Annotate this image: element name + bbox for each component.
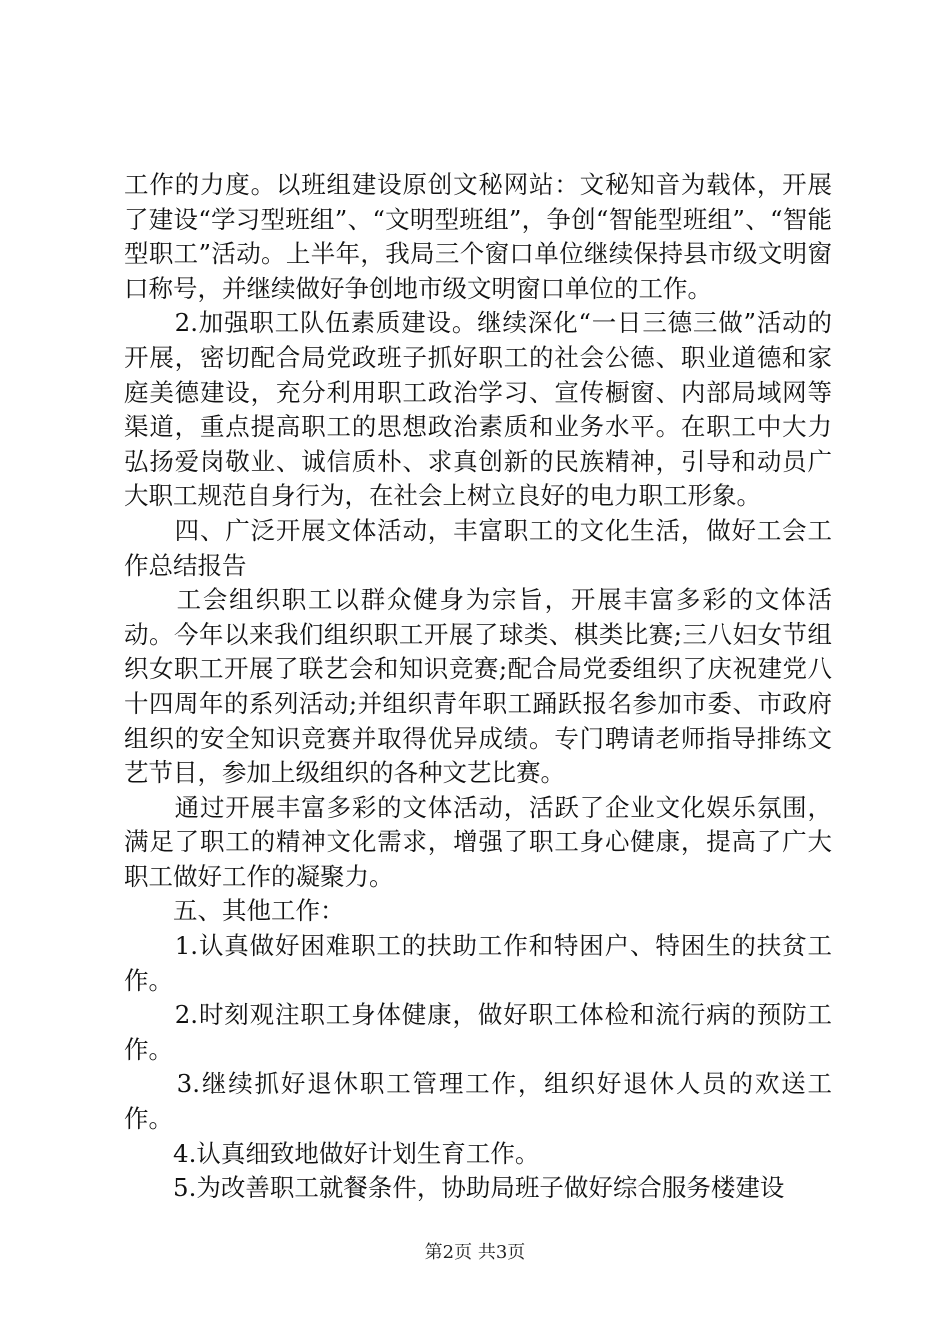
paragraph-sports-activities: 工会组织职工以群众健身为宗旨，开展丰富多彩的文体活动。今年以来我们组织职工开展了球类、棋类比赛;三八妇女节组织女职工开展了联艺会和知识竞赛;配合局党委组织了庆祝建党八十四周年的系列活动;并组织青年职工踊跃报名参加市委、市政府组织的安全知识竞赛并取得优异成绩。专门聘请老师指导排练文艺节目，参加上级组织的各种文艺比赛。 [124,585,832,788]
list-item-5: 5.为改善职工就餐条件，协助局班子做好综合服务楼建设 [124,1173,785,1203]
paragraph-activity-results: 通过开展丰富多彩的文体活动，活跃了企业文化娱乐氛围，满足了职工的精神文化需求，增强了职工身心健康，提高了广大职工做好工作的凝聚力。 [124,792,832,891]
paragraph-union-culture-building: 工作的力度。以班组建设原创文秘网站：文秘知音为载体，开展了建设“学习型班组”、“文明型班组”，争创“智能型班组”、“智能型职工”活动。上半年，我局三个窗口单位继续保持县市级文明窗口称号，并继续做好争创地市级文明窗口单位的工作。 [124,170,832,303]
heading-section-four: 四、广泛开展文体活动，丰富职工的文化生活，做好工会工作总结报告 [124,515,832,580]
document-body [124,168,832,1206]
list-item-2: 2.时刻观注职工身体健康，做好职工体检和流行病的预防工作。 [124,1000,832,1064]
page-number-footer: 第2页 共3页 [424,1242,526,1263]
list-item-4: 4.认真细致地做好计划生育工作。 [124,1138,540,1168]
heading-section-five: 五、其他工作： [124,896,345,926]
list-item-3: 3.继续抓好退休职工管理工作，组织好退休人员的欢送工作。 [124,1069,832,1134]
list-item-1: 1.认真做好困难职工的扶助工作和特困户、特困生的扶贫工作。 [124,931,832,995]
paragraph-staff-quality-building: 2.加强职工队伍素质建设。继续深化“一日三德三做”活动的开展，密切配合局党政班子抓好职工的社会公德、职业道德和家庭美德建设，充分利用职工政治学习、宣传橱窗、内部局域网等渠道，重点提高职工的思想政治素质和业务水平。在职工中大力弘扬爱岗敬业、诚信质朴、求真创新的民族精神，引导和动员广大职工规范自身行为，在社会上树立良好的电力职工形象。 [124,308,832,511]
